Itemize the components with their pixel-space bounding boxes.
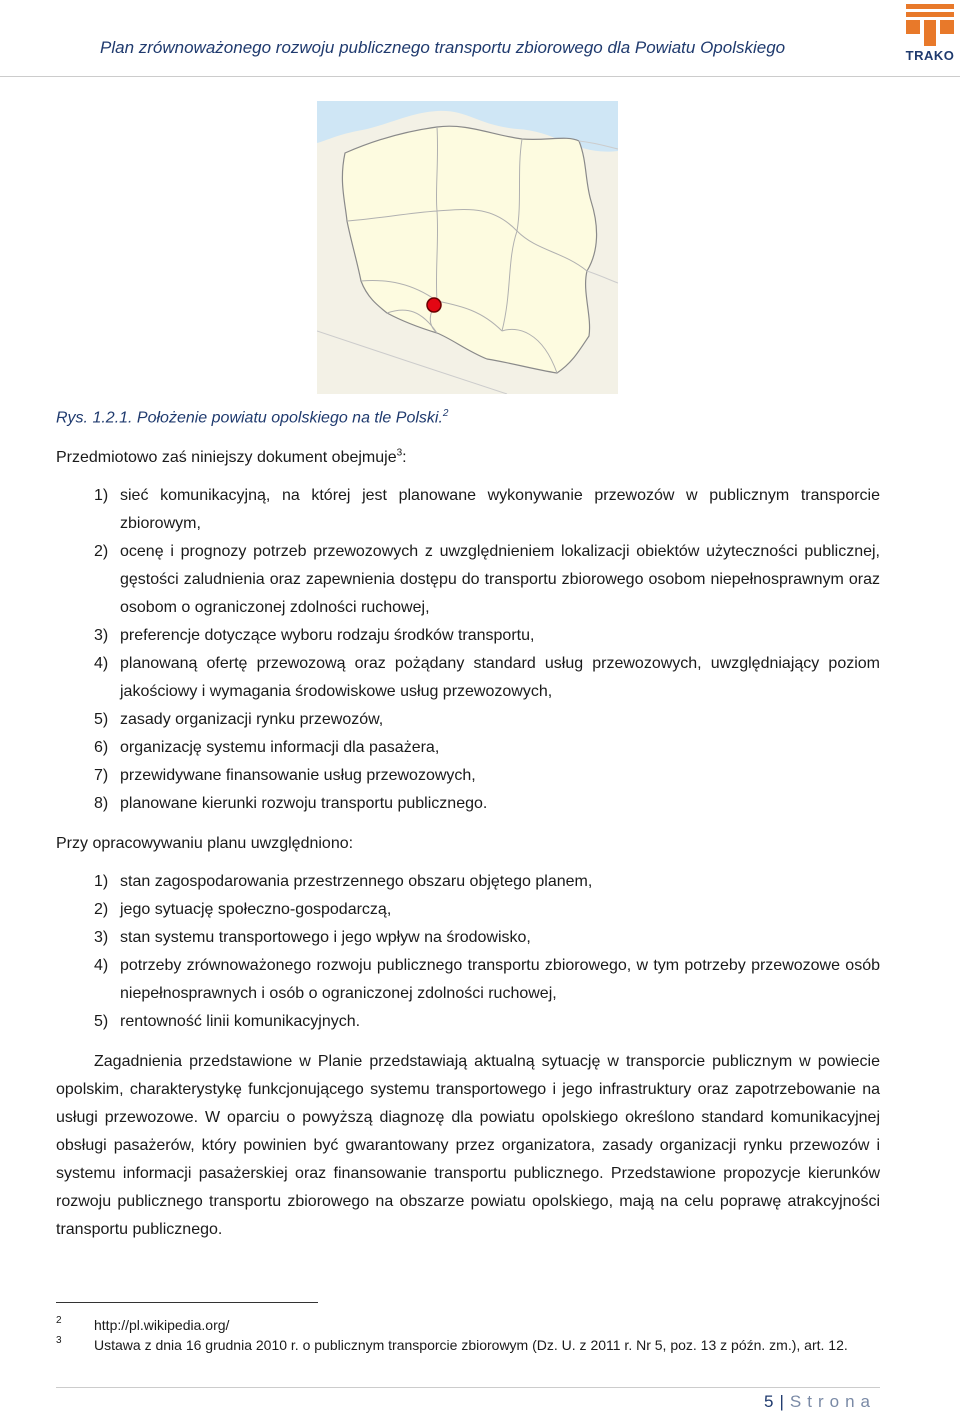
list-item-text: rentowność linii komunikacyjnych. — [120, 1013, 361, 1030]
footnote-text: http://pl.wikipedia.org/ — [94, 1317, 230, 1333]
footnote-number: 2 — [56, 1315, 62, 1326]
list-item-text: przewidywane finansowanie usług przewozowych, — [120, 767, 476, 784]
list-item-text: potrzeby zrównoważonego rozwoju publicznego transportu zbiorowego, w tym potrzeby przewozowe osób niepełnosprawnych i osób o ograniczonej zdolności ruchowej, — [120, 957, 880, 1002]
list-item — [94, 868, 880, 896]
intro-text: Przedmiotowo zaś niniejszy dokument obejmuje — [56, 449, 397, 466]
list-item-text: preferencje dotyczące wyboru rodzaju środków transportu, — [120, 627, 535, 644]
list-item-text: planowaną ofertę przewozową oraz pożądany standard usług przewozowych, uwzględniający poziom jakościowy i wymagania środowiskowe usług przewozowych, — [120, 655, 880, 700]
considerations-intro: Przy opracowywaniu planu uwzględniono: — [56, 835, 354, 852]
list-item — [94, 952, 880, 1008]
list-item — [94, 1008, 880, 1036]
trako-logo — [904, 2, 956, 64]
list-item-number: 4) — [94, 655, 109, 672]
logo-text: TRAKO — [905, 48, 955, 63]
poland-map-graphic — [317, 101, 618, 394]
list-item-number: 2) — [94, 901, 109, 918]
considerations-list — [94, 868, 880, 1036]
list-item-number: 2) — [94, 543, 109, 560]
document-title: Plan zrównoważonego rozwoju publicznego transportu zbiorowego dla Powiatu Opolskiego — [100, 38, 786, 57]
list-item — [94, 790, 880, 818]
list-item — [94, 924, 880, 952]
caption-footnote-ref: 2 — [442, 408, 449, 419]
list-item-text: ocenę i prognozy potrzeb przewozowych z uwzględnieniem lokalizacji obiektów użyteczności publicznej, gęstości zaludnienia oraz zapewnienia dostępu do transportu zbiorowego osobom niepełnosprawnym oraz osobom o ograniczonej zdolności ruchowej, — [120, 543, 880, 616]
list-item — [94, 538, 880, 622]
list-item-number: 6) — [94, 739, 109, 756]
trako-logo-icon — [904, 2, 956, 48]
location-marker — [427, 298, 441, 312]
intro-footnote-ref: 3 — [396, 447, 403, 459]
list-item — [94, 762, 880, 790]
page-number-separator: | — [779, 1392, 784, 1411]
list-item — [94, 650, 880, 706]
list-item-text: stan systemu transportowego i jego wpływ na środowisko, — [120, 929, 531, 946]
intro-colon: : — [402, 449, 407, 466]
footer-divider — [56, 1387, 880, 1388]
scope-list — [94, 482, 880, 818]
caption-text: Rys. 1.2.1. Położenie powiatu opolskiego na tle Polski. — [56, 409, 443, 427]
list-item-number: 5) — [94, 1013, 109, 1030]
figure-caption — [56, 408, 448, 427]
list-item-text: zasady organizacji rynku przewozów, — [120, 711, 384, 728]
list-item — [94, 896, 880, 924]
list-item-number: 4) — [94, 957, 109, 974]
header-divider — [0, 76, 960, 77]
list-item-text: stan zagospodarowania przestrzennego obszaru objętego planem, — [120, 873, 593, 890]
list-item-text: sieć komunikacyjną, na której jest planowane wykonywanie przewozów w publicznym transporcie zbiorowym, — [120, 487, 880, 532]
list-item-number: 1) — [94, 873, 109, 890]
footnote-divider — [56, 1302, 318, 1303]
list-item — [94, 734, 880, 762]
list-item-text: planowane kierunki rozwoju transportu publicznego. — [120, 795, 488, 812]
page-number-value: 5 — [764, 1392, 774, 1411]
list-item-number: 5) — [94, 711, 109, 728]
page-header — [0, 0, 960, 80]
list-item — [94, 482, 880, 538]
summary-paragraph: Zagadnienia przedstawione w Planie przedstawiają aktualną sytuację w transporcie publicznym w powiecie opolskim, charakterystykę funkcjonującego systemu transportowego i jego infrastruktury oraz zapotrzebowanie na usługi przewozowe. W oparciu o powyższą diagnozę dla powiatu opolskiego określono standard komunikacyjnej obsługi pasażerów, który powinien być gwarantowany przez organizatora, zasady organizacji rynku przewozów i systemu informacji pasażerskiej oraz finansowanie transportu publicznego. Przedstawione propozycje kierunków rozwoju publicznego transportu zbiorowego na obszarze powiatu opolskiego, mają na celu poprawę atrakcyjności transportu publicznego. — [56, 1053, 880, 1238]
list-item — [94, 622, 880, 650]
list-item-number: 7) — [94, 767, 109, 784]
footnote-text: Ustawa z dnia 16 grudnia 2010 r. o publicznym transporcie zbiorowym (Dz. U. z 2011 r. Nr 5, poz. 13 z późn. zm.), art. 12. — [94, 1337, 848, 1353]
intro-sentence — [56, 444, 407, 472]
list-item-number: 8) — [94, 795, 109, 812]
list-item-text: organizację systemu informacji dla pasażera, — [120, 739, 440, 756]
list-item-number: 3) — [94, 627, 109, 644]
poland-location-map — [317, 101, 618, 394]
list-item — [94, 706, 880, 734]
list-item-text: jego sytuację społeczno-gospodarczą, — [120, 901, 392, 918]
footnote-number: 3 — [56, 1335, 62, 1346]
page-label: Strona — [789, 1392, 876, 1411]
page-number — [764, 1392, 876, 1412]
list-item-number: 1) — [94, 487, 109, 504]
list-item-number: 3) — [94, 929, 109, 946]
